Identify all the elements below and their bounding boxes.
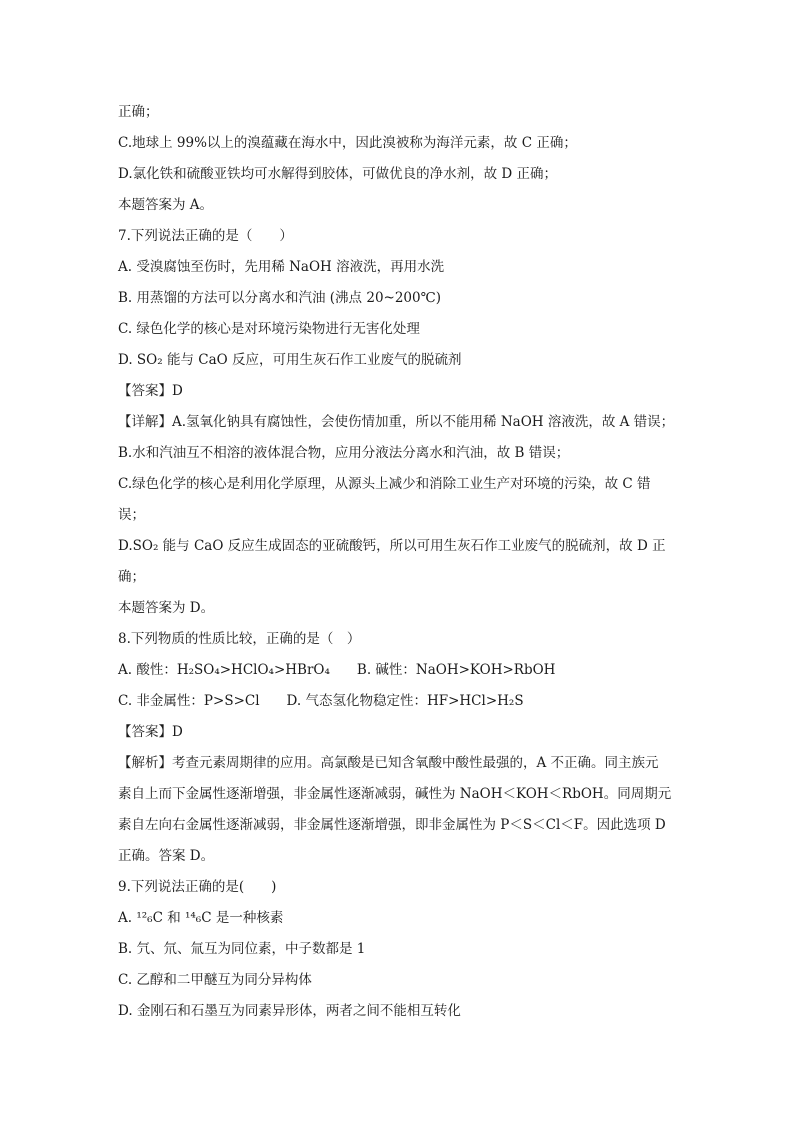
question-8-options-ab: A. 酸性：H₂SO₄>HClO₄>HBrO₄ B. 碱性：NaOH>KOH>RbOH — [118, 662, 556, 678]
explanation-line: D.SO₂ 能与 CaO 反应生成固态的亚硫酸钙，所以可用生灰石作工业废气的脱硫剂，故 D 正 — [118, 538, 666, 554]
question-7-stem: 7.下列说法正确的是（ ） — [118, 228, 293, 244]
question-7-option-b: B. 用蒸馏的方法可以分离水和汽油 (沸点 20~200℃) — [118, 290, 441, 306]
explanation-line: 确； — [118, 569, 145, 585]
answer-label: 【答案】D — [118, 724, 183, 740]
answer-label: 【答案】D — [118, 383, 183, 399]
analysis-line: 素自左向右金属性逐渐减弱，非金属性逐渐增强，即非金属性为 P＜S＜Cl＜F。因此选项 D — [118, 817, 666, 833]
question-7-option-c: C. 绿色化学的核心是对环境污染物进行无害化处理 — [118, 321, 420, 337]
question-9-option-d: D. 金刚石和石墨互为同素异形体，两者之间不能相互转化 — [118, 1003, 461, 1019]
question-9-option-a: A. ¹²₆C 和 ¹⁴₆C 是一种核素 — [118, 910, 284, 926]
explanation-line: 【详解】A.氢氧化钠具有腐蚀性，会使伤情加重，所以不能用稀 NaOH 溶液洗，故 A 错误； — [118, 414, 675, 430]
explanation-line: C.绿色化学的核心是利用化学原理，从源头上减少和消除工业生产对环境的污染，故 C 错 — [118, 476, 651, 492]
question-7-option-a: A. 受溴腐蚀至伤时，先用稀 NaOH 溶液洗，再用水洗 — [118, 259, 445, 275]
text-line: C.地球上 99%以上的溴蕴藏在海水中，因此溴被称为海洋元素，故 C 正确； — [118, 135, 577, 151]
analysis-line: 素自上而下金属性逐渐增强，非金属性逐渐减弱，碱性为 NaOH＜KOH＜RbOH。同周期元 — [118, 786, 672, 802]
question-7-option-d: D. SO₂ 能与 CaO 反应，可用生灰石作工业废气的脱硫剂 — [118, 352, 462, 368]
question-9-option-c: C. 乙醇和二甲醚互为同分异构体 — [118, 972, 312, 988]
text-line: D.氯化铁和硫酸亚铁均可水解得到胶体，可做优良的净水剂，故 D 正确； — [118, 166, 558, 182]
question-8-stem: 8.下列物质的性质比较，正确的是（ ） — [118, 631, 361, 647]
analysis-line: 正确。答案 D。 — [118, 848, 215, 864]
question-9-option-b: B. 氕、氘、氚互为同位素，中子数都是 1 — [118, 941, 366, 957]
explanation-line: B.水和汽油互不相溶的液体混合物，应用分液法分离水和汽油，故 B 错误； — [118, 445, 570, 461]
question-8-options-cd: C. 非金属性：P>S>Cl D. 气态氢化物稳定性：HF>HCl>H₂S — [118, 693, 524, 709]
question-9-stem: 9.下列说法正确的是( ) — [118, 879, 277, 895]
text-line: 本题答案为 A。 — [118, 197, 214, 213]
analysis-line: 【解析】考查元素周期律的应用。高氯酸是已知含氧酸中酸性最强的，A 不正确。同主族元 — [118, 755, 659, 771]
explanation-line: 误； — [118, 507, 145, 523]
text-line: 正确； — [118, 104, 159, 120]
text-line: 本题答案为 D。 — [118, 600, 215, 616]
